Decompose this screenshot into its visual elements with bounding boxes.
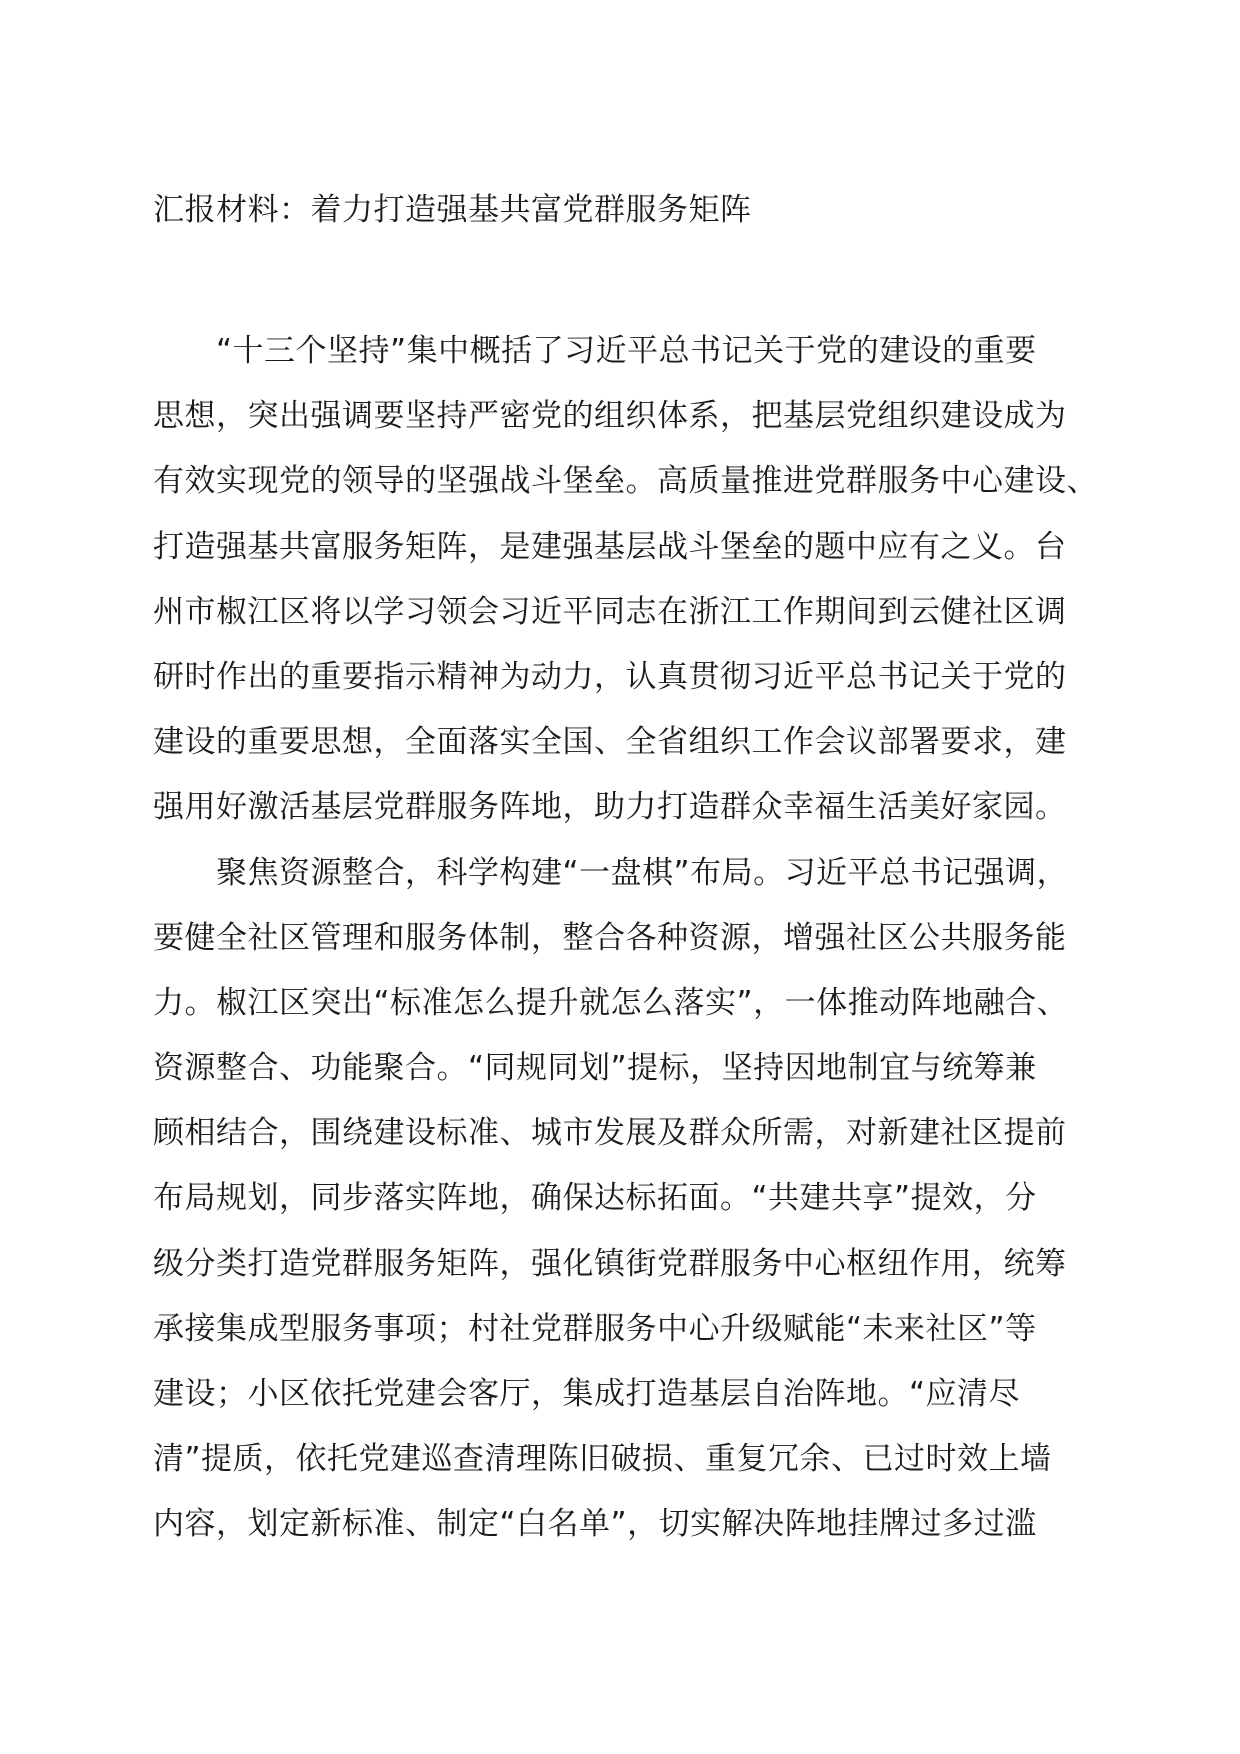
text-line: 州市椒江区将以学习领会习近平同志在浙江工作期间到云健社区调 (153, 593, 1067, 630)
text-line: 建设；小区依托党建会客厅，集成打造基层自治阵地。“应清尽 (153, 1376, 1021, 1412)
text-line: 布局规划，同步落实阵地，确保达标拓面。“共建共享”提效，分 (153, 1180, 1037, 1217)
text-line: “十三个坚持”集中概括了习近平总书记关于党的建设的重要 (216, 333, 1037, 369)
text-line: 要健全社区管理和服务体制，整合各种资源，增强社区公共服务能 (153, 919, 1067, 956)
paragraph-intro (153, 319, 1098, 841)
paragraph-resource-integration (153, 841, 1093, 1558)
text-line: 建设的重要思想，全面落实全国、全省组织工作会议部署要求，建 (153, 724, 1067, 761)
text-line: 内容，划定新标准、制定“白名单”，切实解决阵地挂牌过多过滥 (153, 1506, 1037, 1543)
text-line: 研时作出的重要指示精神为动力，认真贯彻习近平总书记关于党的 (153, 658, 1067, 695)
text-line: 资源整合、功能聚合。“同规同划”提标，坚持因地制宜与统筹兼 (153, 1050, 1037, 1087)
text-line: 打造强基共富服务矩阵，是建强基层战斗堡垒的题中应有之义。台 (153, 528, 1067, 565)
text-line: 聚焦资源整合，科学构建“一盘棋”布局。习近平总书记强调， (216, 854, 1069, 891)
text-line: 有效实现党的领导的坚强战斗堡垒。高质量推进党群服务中心建设、 (153, 463, 1098, 500)
text-line: 力。椒江区突出“标准怎么提升就怎么落实”，一体推动阵地融合、 (153, 984, 1069, 1021)
text-line: 思想，突出强调要坚持严密党的组织体系，把基层党组织建设成为 (153, 398, 1067, 435)
document-body (153, 319, 1098, 1558)
document-title: 汇报材料：着力打造强基共富党群服务矩阵 (153, 192, 752, 228)
text-line: 顾相结合，围绕建设标准、城市发展及群众所需，对新建社区提前 (153, 1115, 1067, 1152)
text-line: 级分类打造党群服务矩阵，强化镇街党群服务中心枢纽作用，统筹 (153, 1245, 1067, 1282)
text-line: 强用好激活基层党群服务阵地，助力打造群众幸福生活美好家园。 (153, 789, 1067, 826)
text-line: 承接集成型服务事项；村社党群服务中心升级赋能“未来社区”等 (153, 1310, 1037, 1347)
text-line: 清”提质，依托党建巡查清理陈旧破损、重复冗余、已过时效上墙 (153, 1441, 1052, 1478)
